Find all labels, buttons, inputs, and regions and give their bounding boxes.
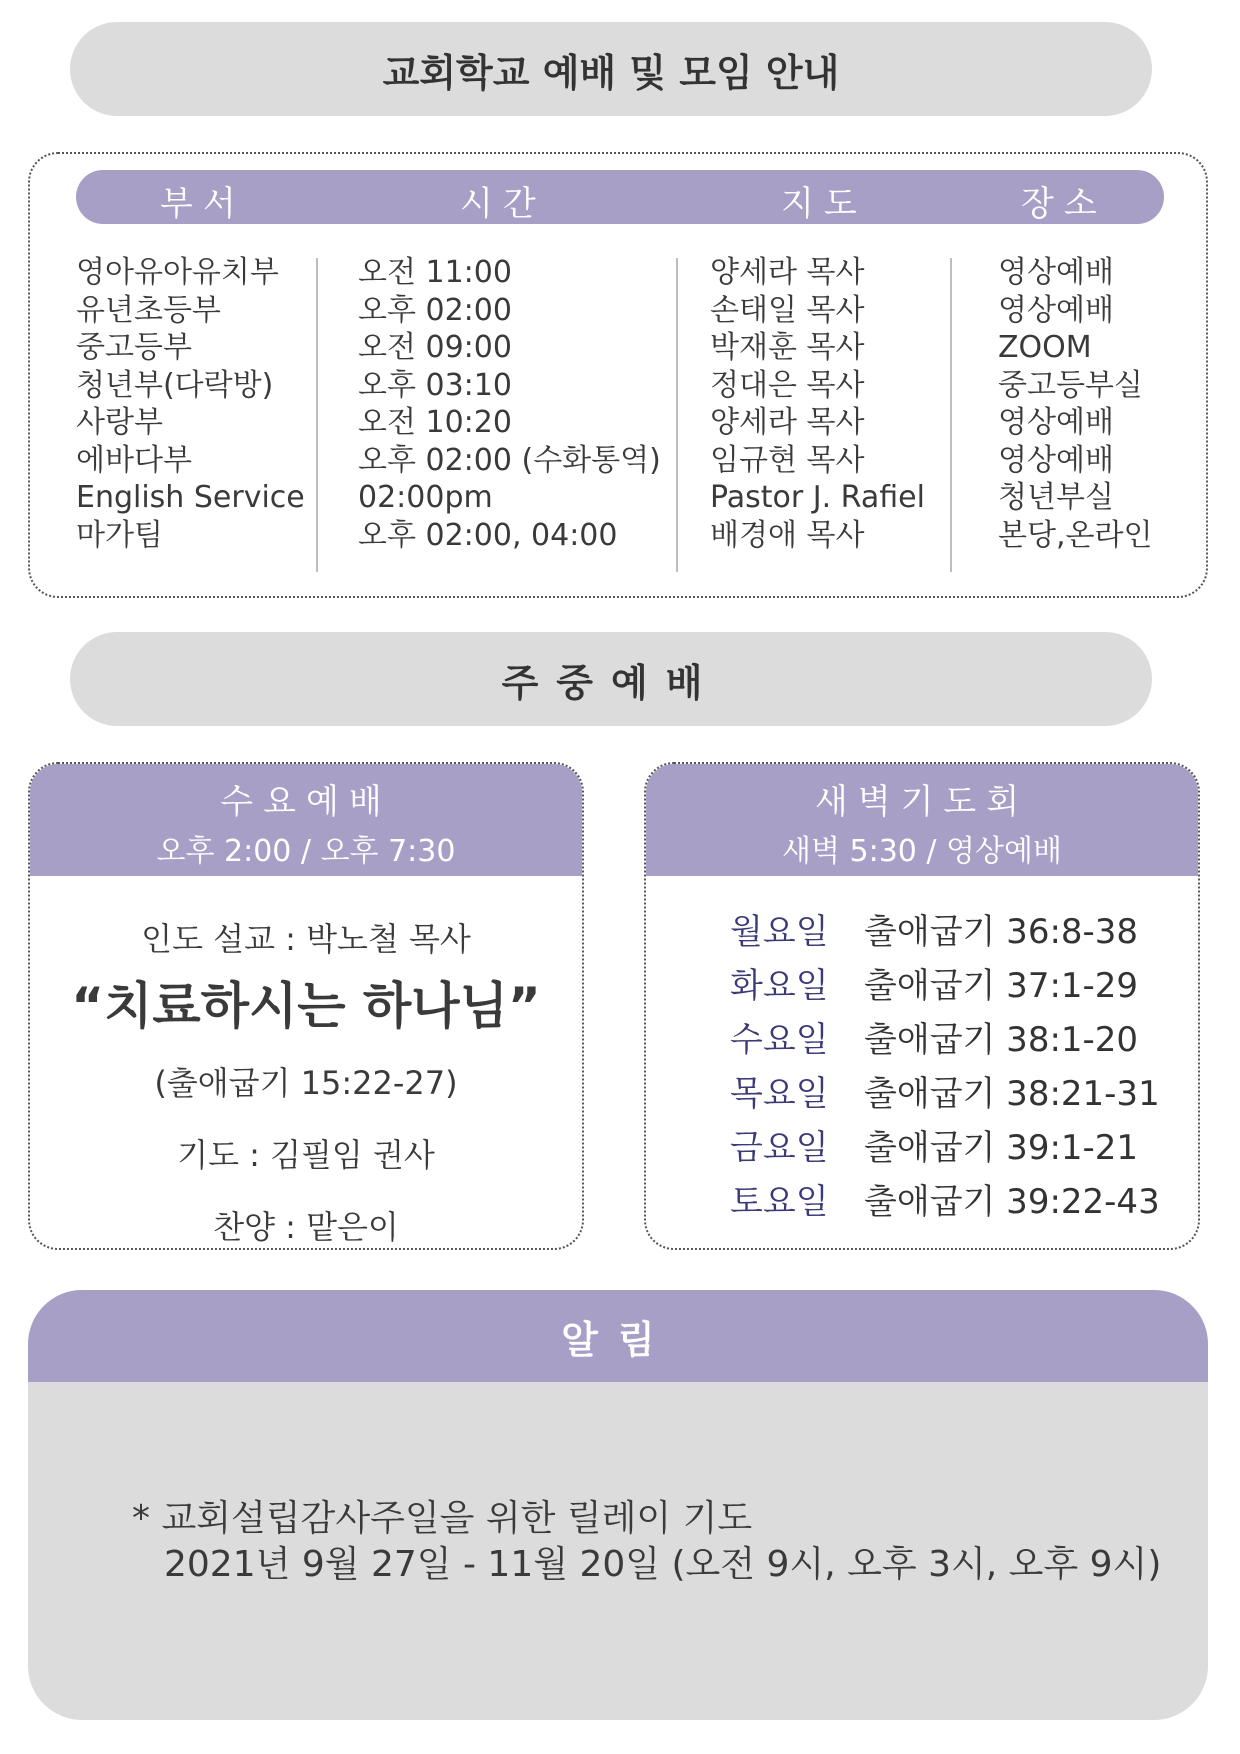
notice-header bbox=[28, 1290, 1208, 1382]
list-item bbox=[730, 1012, 1160, 1066]
leader-cell: 박재훈 목사 bbox=[710, 330, 865, 365]
weekday: 화요일 bbox=[730, 966, 829, 1006]
time-cell: 오전 09:00 bbox=[358, 330, 512, 365]
header-place: 장소 bbox=[1021, 184, 1107, 224]
notice-box bbox=[28, 1290, 1208, 1720]
dept-column bbox=[76, 254, 305, 554]
dawn-time: 새벽 5:30 / 영상예배 bbox=[782, 834, 1062, 869]
time-cell: 오후 02:00 bbox=[358, 292, 512, 328]
scripture: (출애굽기 15:22-27) bbox=[154, 1064, 458, 1102]
header-time: 시간 bbox=[460, 184, 546, 224]
time-cell: 02:00pm bbox=[358, 480, 493, 515]
school-title-banner bbox=[70, 22, 1152, 116]
dawn-schedule bbox=[730, 904, 1160, 1228]
weekday: 금요일 bbox=[730, 1128, 829, 1168]
place-cell: 영상예배 bbox=[998, 442, 1114, 478]
header-dept: 부서 bbox=[160, 184, 246, 224]
notice-title: 알림 bbox=[561, 1317, 675, 1362]
dept-cell: 사랑부 bbox=[76, 405, 163, 440]
passage: 출애굽기 36:8-38 bbox=[864, 912, 1139, 952]
column-divider bbox=[950, 258, 952, 572]
wednesday-title: 수요예배 bbox=[220, 782, 392, 822]
schedule-table bbox=[28, 152, 1208, 598]
dept-cell: 영아유아유치부 bbox=[76, 255, 279, 290]
passage: 출애굽기 38:1-20 bbox=[864, 1020, 1139, 1060]
passage: 출애굽기 39:1-21 bbox=[864, 1128, 1139, 1168]
place-cell: 영상예배 bbox=[998, 292, 1114, 328]
column-divider bbox=[676, 258, 678, 572]
weekday: 목요일 bbox=[730, 1074, 829, 1114]
place-cell: 청년부실 bbox=[998, 480, 1114, 515]
list-item bbox=[730, 958, 1160, 1012]
leader-cell: 양세라 목사 bbox=[710, 255, 865, 290]
time-cell: 오전 10:20 bbox=[358, 405, 512, 440]
midweek-title: 주중예배 bbox=[501, 660, 721, 705]
dept-cell: 중고등부 bbox=[76, 330, 192, 365]
column-divider bbox=[316, 258, 318, 572]
school-title: 교회학교 예배 및 모임 안내 bbox=[382, 50, 840, 95]
place-cell: ZOOM bbox=[998, 330, 1092, 365]
wednesday-details bbox=[30, 914, 582, 1248]
time-cell: 오후 02:00 (수화통역) bbox=[358, 442, 661, 478]
notice-line: 2021년 9월 27일 - 11월 20일 (오전 9시, 오후 3시, 오후 9시) bbox=[164, 1544, 1162, 1585]
prayer: 기도 : 김필임 권사 bbox=[177, 1136, 435, 1174]
dept-cell: 청년부(다락방) bbox=[76, 367, 274, 403]
dept-cell: English Service bbox=[76, 480, 305, 515]
leader-cell: 배경애 목사 bbox=[710, 517, 865, 553]
leader-cell: Pastor J. Rafiel bbox=[710, 480, 925, 515]
time-cell: 오후 02:00, 04:00 bbox=[358, 517, 618, 553]
time-cell: 오전 11:00 bbox=[358, 255, 512, 290]
notice-line: * 교회설립감사주일을 위한 릴레이 기도 bbox=[132, 1498, 753, 1539]
dawn-header bbox=[646, 764, 1198, 876]
dept-cell: 유년초등부 bbox=[76, 292, 221, 328]
schedule-header bbox=[76, 170, 1164, 224]
weekday: 월요일 bbox=[730, 912, 829, 952]
place-cell: 본당,온라인 bbox=[998, 517, 1153, 553]
praise: 찬양 : 맡은이 bbox=[213, 1208, 399, 1246]
dawn-title: 새벽기도회 bbox=[814, 782, 1030, 822]
list-item bbox=[730, 1174, 1160, 1228]
weekday: 수요일 bbox=[730, 1020, 829, 1060]
leader-cell: 손태일 목사 bbox=[710, 292, 865, 328]
leader-cell: 정대은 목사 bbox=[710, 367, 865, 403]
leader-cell: 양세라 목사 bbox=[710, 405, 865, 440]
leader-cell: 임규현 목사 bbox=[710, 442, 865, 478]
leader-column bbox=[710, 254, 925, 554]
weekday: 토요일 bbox=[730, 1182, 829, 1222]
list-item bbox=[730, 1066, 1160, 1120]
place-cell: 영상예배 bbox=[998, 255, 1114, 290]
header-leader: 지도 bbox=[781, 184, 867, 224]
midweek-title-banner bbox=[70, 632, 1152, 726]
dept-cell: 에바다부 bbox=[76, 442, 192, 478]
dept-cell: 마가팀 bbox=[76, 517, 163, 553]
wednesday-header bbox=[30, 764, 582, 876]
dawn-prayer-box bbox=[644, 762, 1200, 1250]
preacher: 인도 설교 : 박노철 목사 bbox=[141, 920, 471, 958]
time-column bbox=[358, 254, 661, 554]
passage: 출애굽기 37:1-29 bbox=[864, 966, 1139, 1006]
place-column bbox=[998, 254, 1152, 554]
sermon-title: “치료하시는 하나님” bbox=[71, 977, 541, 1035]
notice-body bbox=[132, 1496, 1161, 1588]
list-item bbox=[730, 1120, 1160, 1174]
wednesday-service-box bbox=[28, 762, 584, 1250]
passage: 출애굽기 38:21-31 bbox=[864, 1074, 1160, 1114]
time-cell: 오후 03:10 bbox=[358, 367, 512, 403]
wednesday-time: 오후 2:00 / 오후 7:30 bbox=[156, 834, 456, 869]
place-cell: 영상예배 bbox=[998, 405, 1114, 440]
list-item bbox=[730, 904, 1160, 958]
passage: 출애굽기 39:22-43 bbox=[864, 1182, 1160, 1222]
place-cell: 중고등부실 bbox=[998, 367, 1143, 403]
